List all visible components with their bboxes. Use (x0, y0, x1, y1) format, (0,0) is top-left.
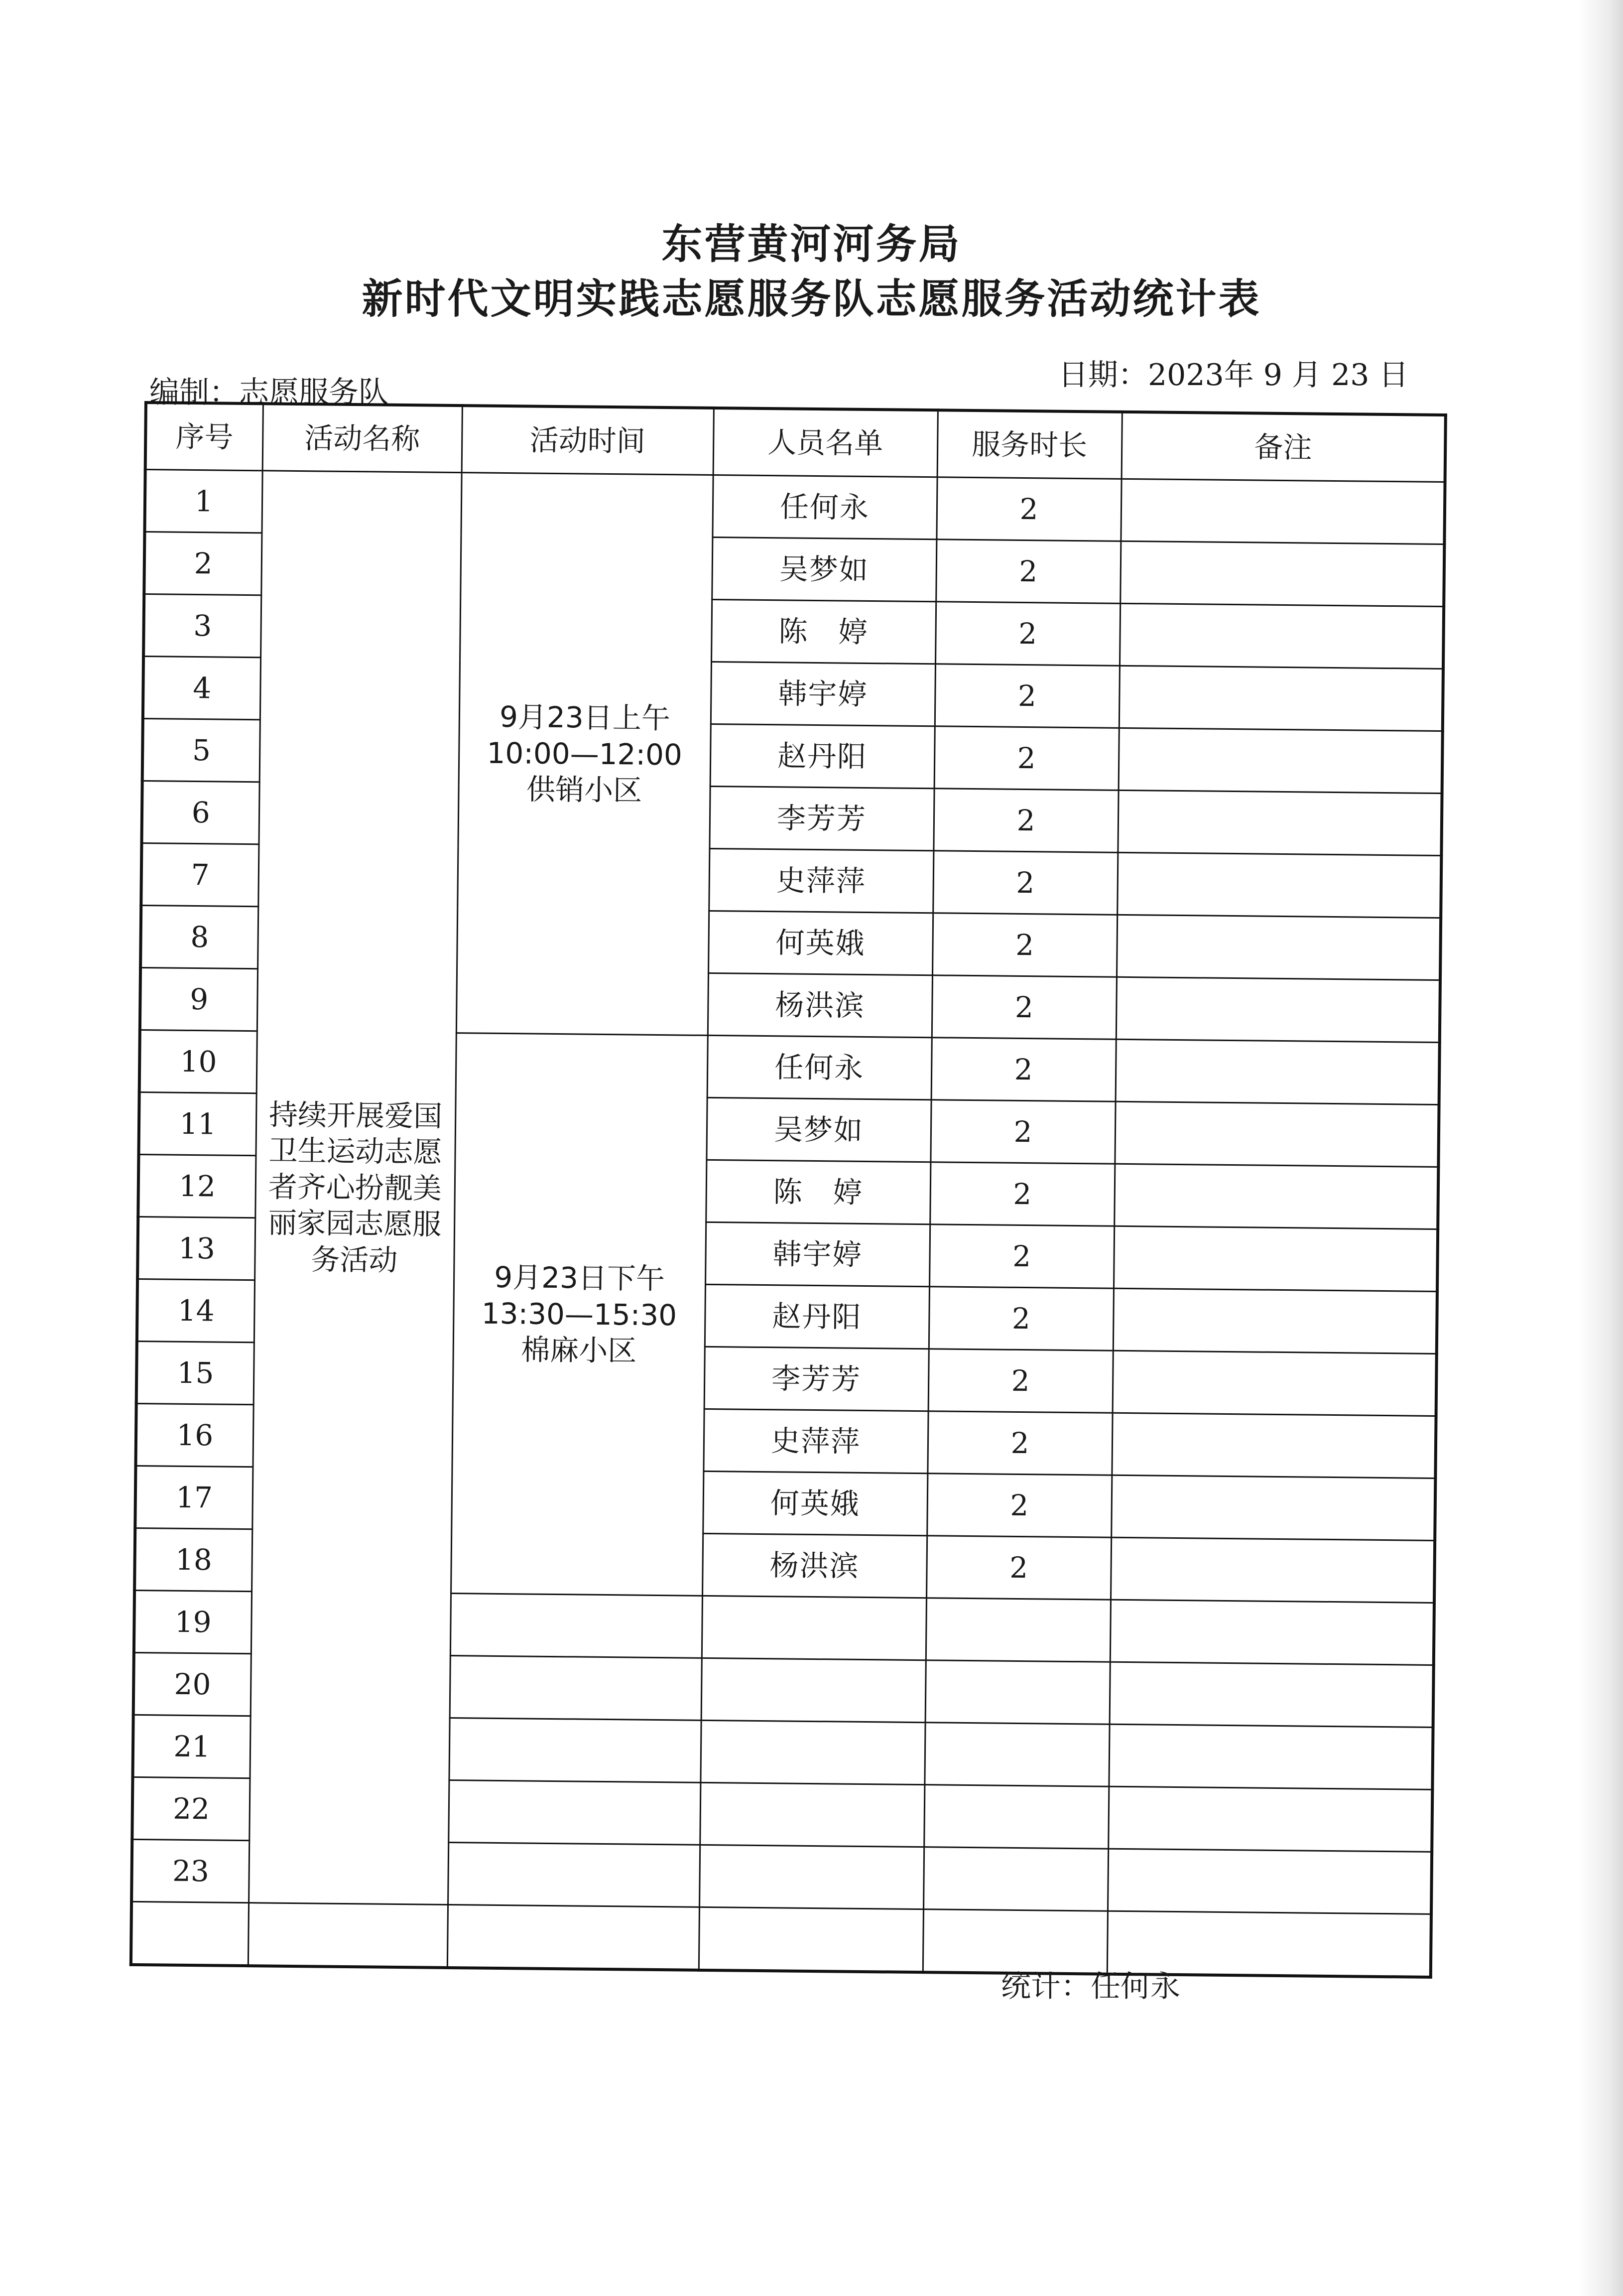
remarks-cell (1111, 1537, 1435, 1603)
activity-time-line: 9月23日上午 (499, 700, 671, 736)
service-hours: 2 (932, 913, 1117, 977)
empty-cell (447, 1904, 699, 1970)
empty-cell (926, 1598, 1111, 1662)
remarks-cell (1117, 852, 1441, 918)
remarks-cell (1114, 1226, 1438, 1291)
row-seq: 3 (143, 594, 261, 658)
empty-cell (448, 1780, 700, 1845)
empty-cell (700, 1720, 925, 1784)
row-seq: 14 (137, 1279, 254, 1342)
volunteer-name: 史萍萍 (703, 1409, 928, 1473)
table-header-row (145, 403, 1446, 482)
row-seq: 4 (143, 657, 260, 720)
column-header-activity: 活动名称 (262, 404, 462, 472)
row-seq: 1 (144, 470, 262, 533)
service-hours: 2 (929, 1224, 1114, 1289)
volunteer-name: 赵丹阳 (710, 724, 935, 788)
remarks-cell (1115, 1101, 1439, 1167)
empty-cell (700, 1782, 924, 1847)
row-seq: 12 (138, 1154, 255, 1217)
volunteer-name: 李芳芳 (704, 1347, 929, 1411)
row-seq: 19 (134, 1590, 251, 1653)
row-seq: 2 (144, 532, 261, 595)
row-seq: 8 (140, 905, 258, 968)
volunteer-name: 韩宇婷 (711, 662, 935, 726)
activity-time-cell (451, 1033, 708, 1596)
empty-cell (450, 1594, 702, 1658)
remarks-cell (1118, 790, 1442, 855)
empty-cell (702, 1596, 926, 1660)
column-header-remarks: 备注 (1122, 412, 1446, 482)
volunteer-name: 何英娥 (703, 1471, 927, 1535)
row-seq: 9 (140, 967, 257, 1031)
service-hours: 2 (930, 1162, 1115, 1226)
empty-cell (450, 1656, 702, 1721)
remarks-cell (1113, 1351, 1437, 1416)
remarks-cell (1113, 1288, 1437, 1353)
service-hours: 2 (935, 664, 1120, 728)
row-seq: 21 (132, 1715, 250, 1778)
service-hours: 2 (932, 975, 1117, 1040)
row-seq: 11 (138, 1092, 256, 1155)
compiler-label: 编制：志愿服务队 (149, 375, 388, 410)
document-org-title: 东营黄河河务局 (661, 221, 962, 268)
volunteer-name: 陈 婷 (706, 1160, 930, 1224)
remarks-cell (1119, 728, 1443, 793)
statistics-table (129, 401, 1447, 1979)
volunteer-name: 李芳芳 (709, 786, 934, 850)
empty-cell (448, 1842, 700, 1907)
column-header-seq: 序号 (145, 403, 263, 471)
activity-time-line: 13:30—15:30 (481, 1296, 677, 1333)
empty-cell (1109, 1724, 1433, 1789)
row-seq: 15 (136, 1341, 254, 1404)
activity-name-cell: 持续开展爱国卫生运动志愿者齐心扮靓美丽家园志愿服务活动 (249, 471, 462, 1905)
service-hours: 2 (927, 1411, 1112, 1476)
service-hours: 2 (929, 1287, 1114, 1351)
service-hours: 2 (936, 540, 1121, 604)
remarks-cell (1117, 915, 1441, 980)
empty-cell (248, 1903, 448, 1968)
remarks-cell (1119, 666, 1443, 731)
row-seq: 6 (141, 781, 259, 844)
column-header-time: 活动时间 (462, 405, 714, 475)
remarks-cell (1116, 1039, 1440, 1104)
row-seq: 22 (132, 1777, 250, 1840)
remarks-cell (1120, 603, 1444, 669)
service-hours: 2 (936, 477, 1121, 541)
row-seq: 7 (141, 843, 258, 906)
service-hours: 2 (926, 1536, 1111, 1600)
service-hours: 2 (934, 726, 1119, 791)
activity-time-line: 9月23日下午 (494, 1260, 665, 1296)
remarks-cell (1112, 1413, 1436, 1478)
remarks-cell (1116, 977, 1440, 1042)
empty-cell (701, 1658, 926, 1722)
remarks-cell (1111, 1475, 1435, 1540)
volunteer-name: 杨洪滨 (708, 973, 932, 1037)
table-row (144, 470, 1445, 544)
service-hours: 2 (933, 789, 1118, 853)
empty-cell (924, 1723, 1109, 1787)
row-seq: 18 (134, 1528, 252, 1591)
scan-edge-shadow (1578, 0, 1623, 2296)
volunteer-name: 任何永 (712, 475, 937, 539)
empty-cell (1110, 1662, 1434, 1727)
empty-cell (699, 1907, 923, 1972)
activity-time-line: 供销小区 (526, 772, 642, 808)
date-label: 日期：2023年 9 月 23 日 (1058, 358, 1409, 393)
table-row-empty (131, 1901, 1431, 1977)
empty-cell (1110, 1600, 1434, 1665)
remarks-cell (1120, 541, 1444, 606)
volunteer-name: 韩宇婷 (705, 1222, 930, 1286)
volunteer-name: 何英娥 (708, 911, 933, 975)
activity-time-line: 棉麻小区 (520, 1333, 637, 1368)
empty-cell (1108, 1849, 1432, 1914)
activity-time-cell (456, 473, 713, 1036)
empty-cell (924, 1785, 1109, 1849)
remarks-cell (1121, 479, 1445, 544)
service-hours: 2 (927, 1474, 1112, 1538)
service-hours: 2 (930, 1100, 1115, 1164)
empty-cell (699, 1845, 924, 1909)
row-seq: 5 (142, 718, 260, 782)
volunteer-name: 吴梦如 (706, 1097, 931, 1162)
volunteer-name: 吴梦如 (712, 537, 936, 601)
service-hours: 2 (935, 602, 1120, 666)
row-seq: 20 (133, 1652, 251, 1716)
service-hours: 2 (933, 851, 1118, 915)
service-hours: 2 (931, 1038, 1116, 1102)
empty-cell (923, 1847, 1108, 1911)
empty-cell (449, 1718, 701, 1783)
column-header-hours: 服务时长 (937, 410, 1122, 479)
activity-time-line: 10:00—12:00 (487, 736, 683, 772)
statistician-label: 统计：任何永 (1001, 1969, 1180, 2004)
table-body (131, 470, 1445, 1977)
column-header-names: 人员名单 (713, 408, 938, 477)
row-seq: 13 (137, 1216, 255, 1280)
empty-cell (925, 1660, 1110, 1725)
document-title: 新时代文明实践志愿服务队志愿服务活动统计表 (362, 275, 1261, 323)
remarks-cell (1114, 1164, 1438, 1229)
row-seq (131, 1901, 249, 1966)
volunteer-name: 陈 婷 (711, 599, 936, 664)
volunteer-name: 赵丹阳 (705, 1284, 929, 1349)
volunteer-name: 杨洪滨 (702, 1533, 927, 1598)
volunteer-name: 史萍萍 (709, 848, 933, 913)
row-seq: 10 (139, 1030, 257, 1093)
empty-cell (1108, 1786, 1432, 1852)
row-seq: 16 (135, 1403, 253, 1467)
volunteer-name: 任何永 (707, 1035, 932, 1099)
service-hours: 2 (928, 1349, 1113, 1413)
row-seq: 17 (135, 1466, 252, 1529)
row-seq: 23 (131, 1839, 249, 1902)
